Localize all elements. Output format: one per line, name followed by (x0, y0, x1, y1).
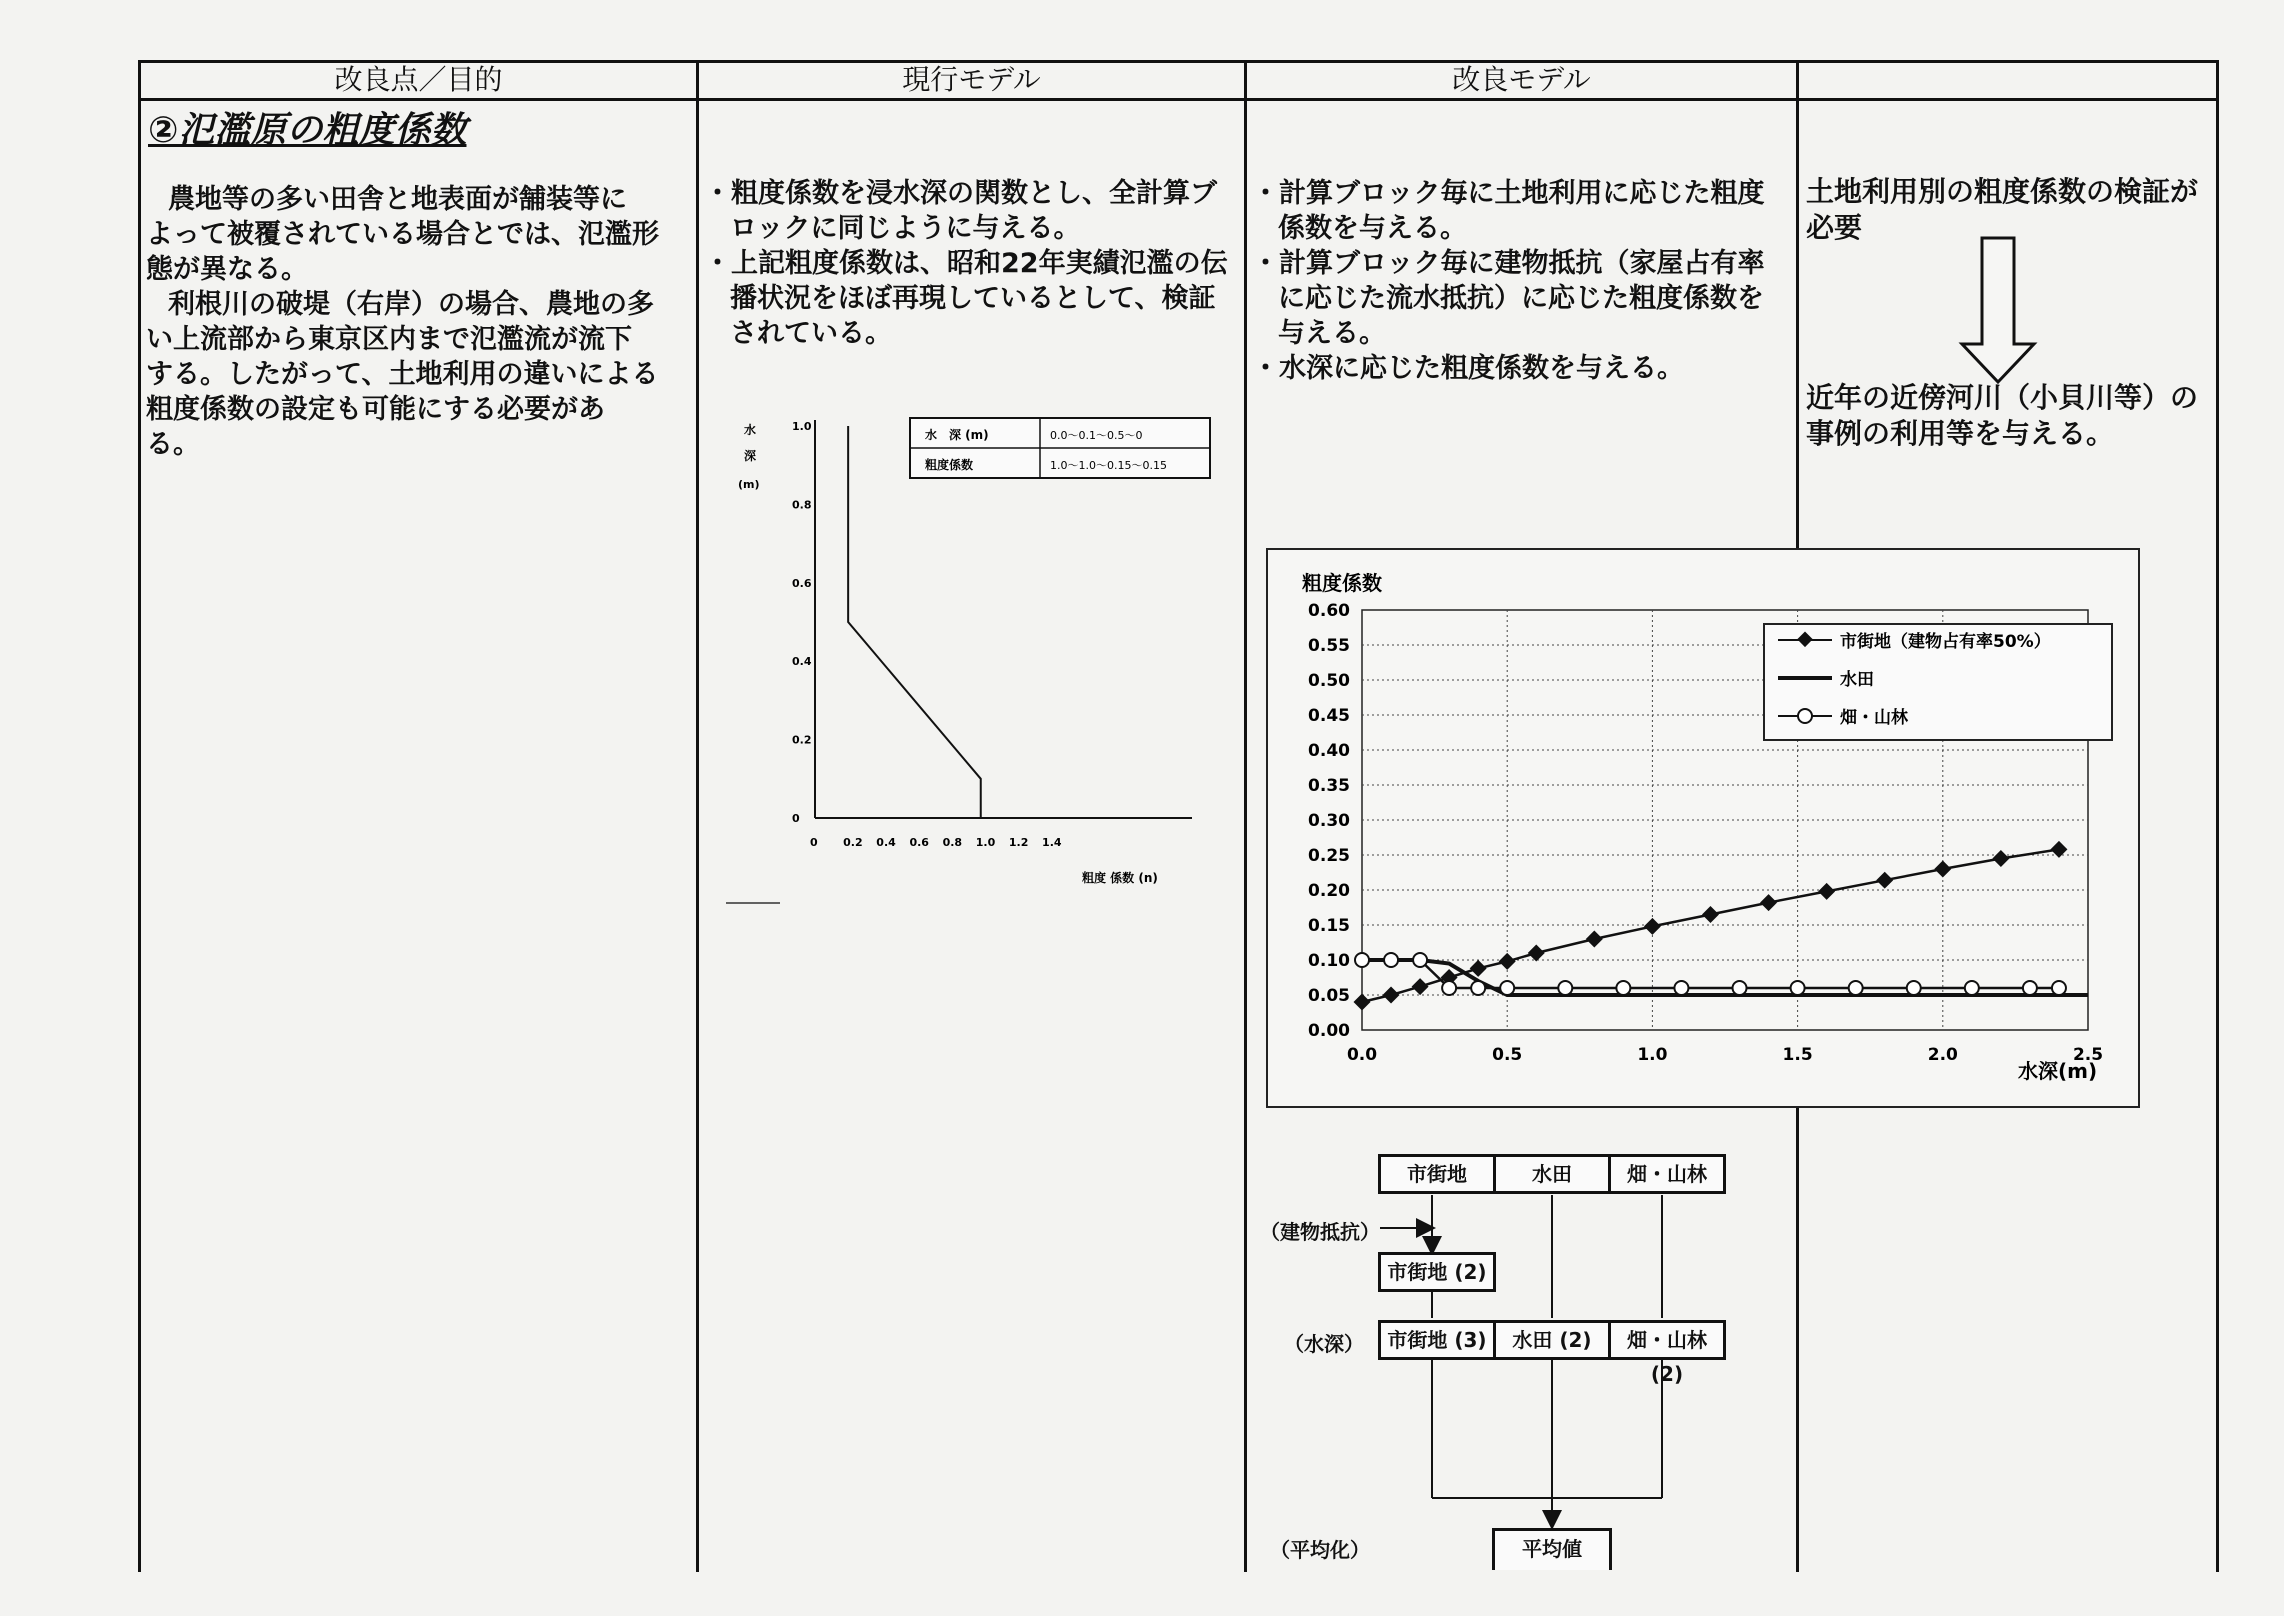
small-x-tick-label: 1.4 (1042, 836, 1062, 849)
col1-line: 態が異なる。 (146, 254, 308, 285)
small-x-tick-label: 1.0 (975, 836, 996, 849)
x-tick-label: 1.5 (1782, 1045, 1813, 1065)
legend-label-field-forest: 畑・山林 (1840, 708, 1908, 728)
series-field-forest-point (1558, 981, 1572, 995)
col1-line: い上流部から東京区内まで氾濫流が流下 (146, 324, 632, 355)
flow-label-averaging: （平均化） (1270, 1538, 1370, 1562)
series-field-forest-point (1674, 981, 1688, 995)
flow-label-depth: （水深） (1284, 1332, 1364, 1356)
col1-line: 粗度係数の設定も可能にする必要があ (146, 394, 605, 425)
col-divider-4 (2216, 60, 2219, 1572)
y-tick-label: 0.50 (1308, 671, 1350, 691)
small-x-tick-label: 0.4 (876, 836, 896, 849)
chart-legend (1764, 624, 2112, 740)
y-tick-label: 0.00 (1308, 1021, 1350, 1041)
series-field-forest-point (1849, 981, 1863, 995)
chart-xlabel: 水深(m) (2018, 1059, 2098, 1083)
flow-diagram (1260, 1150, 1800, 1570)
col1-line: 農地等の多い田舎と地表面が舗装等に (168, 184, 627, 215)
col2-bullet: ・ 上記粗度係数は、昭和22年実績氾濫の伝播状況をほぼ再現しているとして、検証されている。 (716, 246, 1236, 351)
series-field-forest-point (1791, 981, 1805, 995)
flow-box-urban: 市街地 (1378, 1154, 1496, 1194)
current-model-chart (720, 400, 1220, 920)
series-field-forest-point (1733, 981, 1747, 995)
series-field-forest-point (2052, 981, 2066, 995)
series-field-forest-point (1413, 953, 1427, 967)
small-chart-curve (848, 426, 981, 818)
chart-ylabel: 粗度係数 (1302, 571, 1382, 595)
col1-line: 利根川の破堤（右岸）の場合、農地の多 (168, 289, 654, 320)
small-chart-xlabel: 粗度 係数 (n) (1082, 871, 1158, 885)
small-y-tick-label: 0.4 (792, 655, 812, 669)
col1-line: する。したがって、土地利用の違いによる (146, 359, 659, 390)
small-chart-ylabel-3: (m) (738, 478, 760, 491)
col2-bullet-list (716, 176, 1236, 351)
small-x-tick-label: 1.2 (1008, 836, 1029, 849)
series-field-forest-point (1965, 981, 1979, 995)
col-divider-2 (1244, 60, 1247, 1572)
flow-box-average: 平均値 (1492, 1528, 1612, 1570)
x-tick-label: 2.5 (2072, 1045, 2104, 1065)
flow-label-building-resistance: （建物抵抗） (1260, 1220, 1380, 1244)
col2-bullet: ・ 粗度係数を浸水深の関数とし、全計算ブロックに同じように与える。 (716, 176, 1236, 246)
legend-circle-marker (1798, 709, 1812, 723)
small-y-tick-label: 0 (792, 812, 800, 825)
small-x-tick-label: 0 (810, 836, 818, 849)
header-bottom-border (138, 98, 2218, 101)
col3-bullet-list (1264, 176, 1790, 386)
small-table-row2-value: 1.0〜1.0〜0.15〜0.15 (1050, 459, 1167, 472)
series-field-forest-point (1355, 953, 1369, 967)
small-table-row1-label: 水 深 (m) (925, 428, 989, 442)
header-improvement-purpose: 改良点／目的 (334, 63, 503, 96)
y-tick-label: 0.45 (1308, 706, 1350, 726)
small-x-tick-label: 0.8 (942, 836, 963, 849)
small-x-tick-label: 0.6 (909, 836, 929, 849)
flow-box-field-forest-2: 畑・山林 (2) (1608, 1320, 1726, 1360)
small-chart-ylabel-2: 深 (744, 449, 757, 463)
header-improved-model: 改良モデル (1452, 63, 1591, 96)
series-field-forest-point (1616, 981, 1630, 995)
legend-label-paddy: 水田 (1840, 670, 1874, 690)
section-title: ②氾濫原の粗度係数 (148, 110, 467, 151)
series-field-forest-point (1442, 981, 1456, 995)
series-field-forest-point (1907, 981, 1921, 995)
x-tick-label: 0.5 (1492, 1045, 1523, 1065)
col1-paragraph (146, 182, 686, 462)
col3-bullet: ・ 計算ブロック毎に土地利用に応じた粗度係数を与える。 (1264, 176, 1790, 246)
col-divider-0 (138, 60, 141, 1572)
series-field-forest-point (1471, 981, 1485, 995)
y-tick-label: 0.40 (1308, 741, 1350, 761)
legend-label-urban: 市街地（建物占有率50%） (1840, 632, 2051, 652)
small-y-tick-label: 0.2 (792, 733, 812, 747)
y-tick-label: 0.35 (1308, 776, 1350, 796)
small-chart-table (910, 418, 1210, 478)
small-table-row2-label: 粗度係数 (925, 458, 974, 472)
col3-bullet: ・ 水深に応じた粗度係数を与える。 (1264, 351, 1790, 386)
small-y-tick-label: 0.6 (792, 576, 812, 590)
y-tick-label: 0.60 (1308, 601, 1350, 621)
x-tick-label: 1.0 (1637, 1045, 1668, 1065)
col3-bullet: ・ 計算ブロック毎に建物抵抗（家屋占有率に応じた流水抵抗）に応じた粗度係数を与える。 (1264, 246, 1790, 351)
x-tick-label: 2.0 (1927, 1045, 1958, 1065)
col4-text-top: 土地利用別の粗度係数の検証が必要 (1806, 175, 2199, 244)
y-tick-label: 0.05 (1308, 986, 1350, 1006)
flow-connectors (1260, 1150, 1800, 1570)
flow-box-paddy: 水田 (1493, 1154, 1611, 1194)
flow-box-urban-2: 市街地 (2) (1378, 1252, 1496, 1292)
col1-line: る。 (146, 429, 200, 460)
small-y-tick-label: 0.8 (792, 498, 812, 512)
col1-line: よって被覆されている場合とでは、氾濫形 (146, 219, 659, 250)
y-tick-label: 0.55 (1308, 636, 1350, 656)
down-arrow-icon (1958, 236, 2038, 386)
header-current-model: 現行モデル (902, 63, 1041, 96)
series-field-forest-point (1384, 953, 1398, 967)
small-chart-ylabel-1: 水 (744, 423, 757, 437)
roughness-chart (1266, 548, 2142, 1110)
y-tick-label: 0.20 (1308, 881, 1350, 901)
y-tick-label: 0.15 (1308, 916, 1350, 936)
y-tick-label: 0.25 (1308, 846, 1350, 866)
small-x-tick-label: 0.2 (843, 836, 863, 849)
flow-box-field-forest: 畑・山林 (1608, 1154, 1726, 1194)
small-chart-axes (815, 420, 1192, 818)
y-tick-label: 0.30 (1308, 811, 1350, 831)
flow-box-urban-3: 市街地 (3) (1378, 1320, 1496, 1360)
col-divider-1 (696, 60, 699, 1572)
col4-text-bottom: 近年の近傍河川（小貝川等）の事例の利用等を与える。 (1806, 381, 2199, 450)
flow-box-paddy-2: 水田 (2) (1493, 1320, 1611, 1360)
series-field-forest-point (2023, 981, 2037, 995)
small-table-row1-value: 0.0〜0.1〜0.5〜0 (1050, 429, 1143, 442)
y-tick-label: 0.10 (1308, 951, 1350, 971)
series-field-forest-point (1500, 981, 1514, 995)
x-tick-label: 0.0 (1346, 1045, 1378, 1065)
small-y-tick-label: 1.0 (792, 420, 812, 433)
